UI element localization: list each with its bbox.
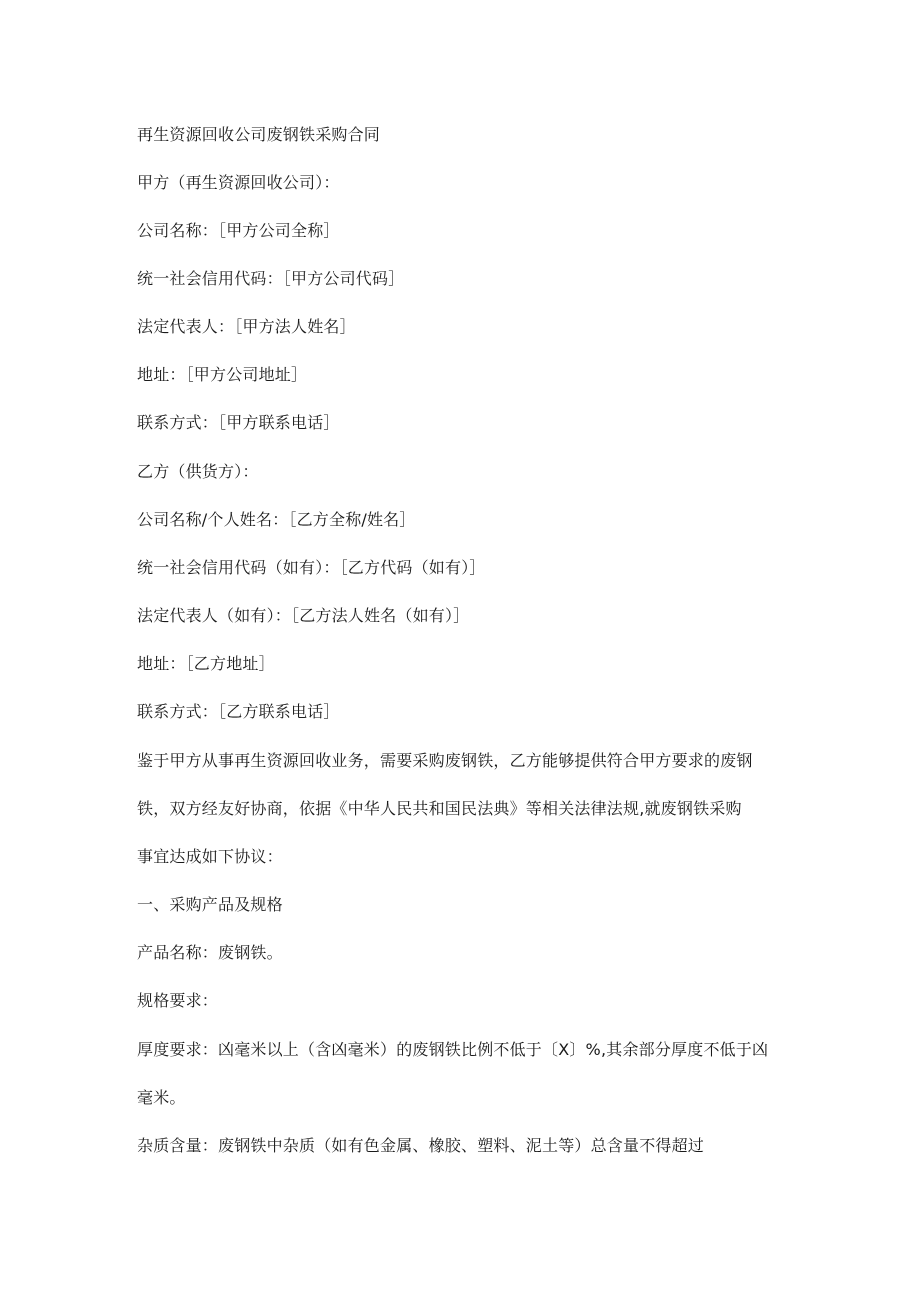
preamble-line: 事宜达成如下协议： <box>137 847 283 866</box>
product-name: 产品名称：废钢铁。 <box>137 943 283 962</box>
party-a-heading: 甲方（再生资源回收公司）： <box>137 173 340 192</box>
party-a-company-name: 公司名称：［甲方公司全称］ <box>137 221 340 240</box>
party-b-address: 地址：［乙方地址］ <box>137 654 275 673</box>
party-b-company-name: 公司名称/个人姓名：［乙方全称/姓名］ <box>137 510 416 529</box>
party-b-credit-code: 统一社会信用代码（如有）：［乙方代码（如有）］ <box>137 558 486 577</box>
preamble-line: 铁，双方经友好协商，依据《中华人民共和国民法典》等相关法律法规,就废钢铁采购 <box>137 799 742 818</box>
party-a-contact: 联系方式：［甲方联系电话］ <box>137 413 340 432</box>
impurity-requirement: 杂质含量：废钢铁中杂质（如有色金属、橡胶、塑料、泥土等）总含量不得超过 <box>137 1136 705 1155</box>
preamble-line: 鉴于甲方从事再生资源回收业务，需要采购废钢铁，乙方能够提供符合甲方要求的废钢 <box>137 751 753 770</box>
spec-label: 规格要求： <box>137 991 219 1010</box>
thickness-requirement-cont: 毫米。 <box>137 1088 186 1107</box>
document-title: 再生资源回收公司废钢铁采购合同 <box>137 125 381 144</box>
party-a-credit-code: 统一社会信用代码：［甲方公司代码］ <box>137 269 405 288</box>
party-a-address: 地址：［甲方公司地址］ <box>137 365 308 384</box>
party-b-contact: 联系方式：［乙方联系电话］ <box>137 702 340 721</box>
thickness-requirement: 厚度要求：凶毫米以上（含凶毫米）的废钢铁比例不低于〔X〕%,其余部分厚度不低于凶 <box>137 1040 769 1059</box>
party-a-legal-rep: 法定代表人：［甲方法人姓名］ <box>137 317 356 336</box>
section-heading: 一、采购产品及规格 <box>137 895 283 914</box>
party-b-legal-rep: 法定代表人（如有）：［乙方法人姓名（如有）］ <box>137 606 470 625</box>
party-b-heading: 乙方（供货方）： <box>137 462 259 481</box>
